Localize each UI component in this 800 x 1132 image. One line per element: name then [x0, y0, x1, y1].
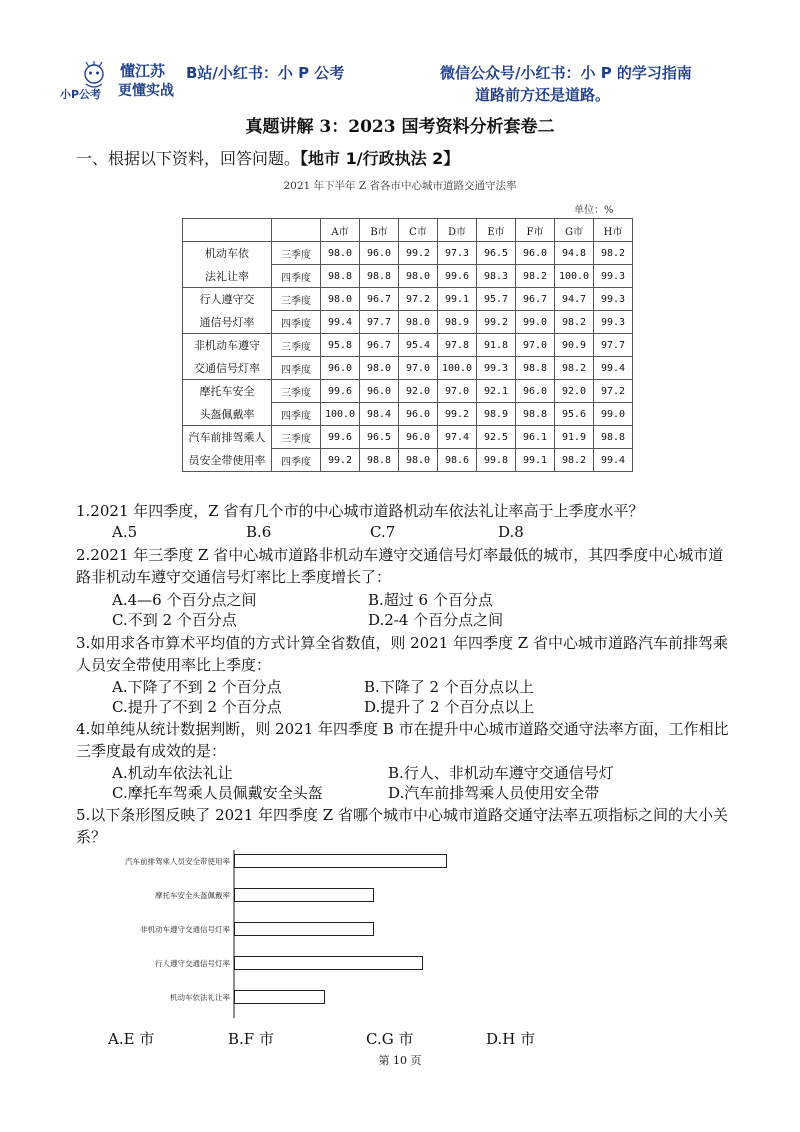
- table-cell: 99.0: [594, 403, 633, 426]
- table-cell: 99.6: [438, 265, 477, 288]
- table-header-city: H市: [594, 219, 633, 242]
- table-row: [183, 242, 633, 265]
- table-quarter: 三季度: [272, 426, 321, 449]
- table-cell: 97.7: [594, 334, 633, 357]
- bar-chart-category-label: 汽车前排驾乘人员安全带使用率: [125, 857, 230, 866]
- table-row: [183, 311, 633, 334]
- table-cell: 96.0: [516, 380, 555, 403]
- table-quarter: 四季度: [272, 449, 321, 472]
- table-header-city: C市: [399, 219, 438, 242]
- table-header-row: [183, 219, 633, 242]
- table-cell: 99.6: [321, 426, 360, 449]
- table-quarter: 四季度: [272, 311, 321, 334]
- table-cell: 99.1: [516, 449, 555, 472]
- table-header-city: G市: [555, 219, 594, 242]
- logo-line1: 懂江苏: [120, 62, 166, 80]
- table-cell: 98.2: [555, 357, 594, 380]
- table-header-blank: [272, 219, 321, 242]
- table-row: [183, 357, 633, 380]
- question-4-option[interactable]: B.行人、非机动车遵守交通信号灯: [388, 764, 614, 782]
- table-quarter: 四季度: [272, 403, 321, 426]
- table-cell: 94.7: [555, 288, 594, 311]
- table-row-label: 非机动车遵守: [183, 334, 272, 357]
- table-cell: 99.2: [399, 242, 438, 265]
- table-cell: 99.3: [594, 265, 633, 288]
- table-cell: 99.8: [477, 449, 516, 472]
- bar-chart-category-label: 摩托车安全头盔佩戴率: [155, 891, 230, 900]
- table-cell: 97.0: [438, 380, 477, 403]
- table-cell: 97.0: [516, 334, 555, 357]
- table-cell: 99.3: [594, 311, 633, 334]
- table-cell: 98.4: [360, 403, 399, 426]
- table-cell: 99.1: [438, 288, 477, 311]
- table-cell: 92.0: [399, 380, 438, 403]
- table-row-label: 行人遵守交: [183, 288, 272, 311]
- question-3-option[interactable]: B.下降了 2 个百分点以上: [364, 678, 534, 696]
- question-5-option[interactable]: A.E 市: [108, 1030, 155, 1048]
- table-quarter: 四季度: [272, 265, 321, 288]
- table-cell: 97.3: [438, 242, 477, 265]
- table-cell: 92.0: [555, 380, 594, 403]
- table-cell: 92.1: [477, 380, 516, 403]
- table-cell: 98.0: [399, 311, 438, 334]
- table-cell: 91.9: [555, 426, 594, 449]
- left-social-text: B站/小红书：小 P 公考: [186, 64, 345, 82]
- table-cell: 100.0: [555, 265, 594, 288]
- table-cell: 96.0: [399, 426, 438, 449]
- table-cell: 98.9: [477, 403, 516, 426]
- table-cell: 99.2: [321, 449, 360, 472]
- bar-chart-bar: [234, 922, 374, 936]
- table-cell: 92.5: [477, 426, 516, 449]
- table-row-label: 通信号灯率: [183, 311, 272, 334]
- table-header-city: B市: [360, 219, 399, 242]
- table-cell: 98.2: [516, 265, 555, 288]
- page-title: 真题讲解 3：2023 国考资料分析套卷二: [245, 117, 555, 137]
- table-cell: 96.5: [360, 426, 399, 449]
- table-cell: 97.2: [594, 380, 633, 403]
- table-header-city: D市: [438, 219, 477, 242]
- table-caption: 2021 年下半年 Z 省各市中心城市道路交通守法率: [283, 180, 517, 192]
- bar-chart-category-label: 非机动车遵守交通信号灯率: [140, 925, 230, 934]
- table-cell: 94.8: [555, 242, 594, 265]
- table-cell: 96.7: [360, 288, 399, 311]
- table-cell: 95.6: [555, 403, 594, 426]
- right-motto-text: 道路前方还是道路。: [475, 86, 611, 104]
- table-cell: 98.0: [360, 357, 399, 380]
- table-cell: 99.4: [594, 357, 633, 380]
- table-quarter: 三季度: [272, 242, 321, 265]
- question-5-option[interactable]: B.F 市: [228, 1030, 274, 1048]
- table-row: [183, 403, 633, 426]
- table-cell: 97.7: [360, 311, 399, 334]
- question-2-stem: 2.2021 年三季度 Z 省中心城市道路非机动车遵守交通信号灯率最低的城市，其四季度中心城市道路非机动车遵守交通信号灯率比上季度增长了：: [76, 546, 724, 586]
- table-cell: 99.3: [594, 288, 633, 311]
- right-social-text: 微信公众号/小红书：小 P 的学习指南: [440, 64, 692, 82]
- table-quarter: 三季度: [272, 334, 321, 357]
- question-1-option[interactable]: C.7: [370, 523, 396, 541]
- table-row: [183, 380, 633, 403]
- bar-chart-category-label: 机动车依法礼让率: [170, 993, 230, 1002]
- question-1-stem: 1.2021 年四季度，Z 省有几个市的中心城市道路机动车依法礼让率高于上季度水平？: [76, 502, 644, 520]
- question-1-option[interactable]: D.8: [498, 523, 524, 541]
- table-cell: 97.2: [399, 288, 438, 311]
- bar-chart-bar: [234, 888, 374, 902]
- section-intro-text: 一、根据以下资料，回答问题。: [76, 149, 301, 168]
- table-cell: 98.8: [594, 426, 633, 449]
- table-cell: 99.2: [477, 311, 516, 334]
- table-row-label: 交通信号灯率: [183, 357, 272, 380]
- table-cell: 95.8: [321, 334, 360, 357]
- table-quarter: 四季度: [272, 357, 321, 380]
- table-row: [183, 265, 633, 288]
- question-3-option[interactable]: D.提升了 2 个百分点以上: [364, 698, 535, 716]
- table-cell: 96.7: [516, 288, 555, 311]
- table-cell: 99.4: [594, 449, 633, 472]
- table-cell: 95.4: [399, 334, 438, 357]
- question-4-option[interactable]: A.机动车依法礼让: [112, 764, 233, 782]
- table-cell: 98.0: [321, 288, 360, 311]
- bar-chart-category-label: 行人遵守交通信号灯率: [155, 959, 230, 968]
- table-cell: 98.8: [516, 403, 555, 426]
- table-row: [183, 426, 633, 449]
- table-cell: 98.2: [555, 449, 594, 472]
- section-tag: 【地市 1/行政执法 2】: [300, 149, 460, 168]
- table-cell: 98.2: [594, 242, 633, 265]
- table-cell: 99.3: [477, 357, 516, 380]
- table-cell: 98.8: [360, 265, 399, 288]
- table-row-label: 员安全带使用率: [183, 449, 272, 472]
- table-cell: 90.9: [555, 334, 594, 357]
- question-2-option[interactable]: D.2-4 个百分点之间: [368, 611, 504, 629]
- question-1-option[interactable]: B.6: [246, 523, 272, 541]
- table-cell: 96.5: [477, 242, 516, 265]
- table-cell: 97.8: [438, 334, 477, 357]
- table-row-label: 摩托车安全: [183, 380, 272, 403]
- table-cell: 98.0: [399, 449, 438, 472]
- table-cell: 96.0: [399, 403, 438, 426]
- table-cell: 96.0: [360, 242, 399, 265]
- table-header-blank: [183, 219, 272, 242]
- table-header-city: F市: [516, 219, 555, 242]
- table-cell: 96.0: [321, 357, 360, 380]
- table-cell: 91.8: [477, 334, 516, 357]
- table-header-city: A市: [321, 219, 360, 242]
- table-row: [183, 334, 633, 357]
- question-4-option[interactable]: D.汽车前排驾乘人员使用安全带: [388, 784, 600, 802]
- table-cell: 96.1: [516, 426, 555, 449]
- question-2-option[interactable]: B.超过 6 个百分点: [368, 591, 493, 609]
- question-3-stem: 3.如用求各市算术平均值的方式计算全省数值，则 2021 年四季度 Z 省中心城市道路汽车前排驾乘人员安全带使用率比上季度：: [76, 634, 728, 674]
- table-cell: 98.6: [438, 449, 477, 472]
- table-cell: 96.0: [360, 380, 399, 403]
- table-cell: 98.8: [321, 265, 360, 288]
- bar-chart-bar: [234, 854, 447, 868]
- logo-line2: 更懂实战: [118, 83, 174, 99]
- bar-chart-bar: [234, 956, 423, 970]
- question-3-option[interactable]: C.提升了不到 2 个百分点: [112, 698, 282, 716]
- question-1-option[interactable]: A.5: [112, 523, 138, 541]
- logo-small-text: 小P公考: [60, 88, 102, 101]
- table-cell: 98.2: [555, 311, 594, 334]
- table-cell: 99.2: [438, 403, 477, 426]
- table-row: [183, 449, 633, 472]
- table-cell: 98.9: [438, 311, 477, 334]
- data-table: [182, 218, 633, 472]
- bar-chart: [100, 850, 500, 1020]
- table-unit: 单位：%: [574, 205, 614, 216]
- question-4-stem: 4.如单纯从统计数据判断，则 2021 年四季度 B 市在提升中心城市道路交通守法率方面，工作相比三季度最有成效的是：: [76, 720, 729, 760]
- question-2-option[interactable]: C.不到 2 个百分点: [112, 611, 237, 629]
- table-cell: 97.0: [399, 357, 438, 380]
- question-2-option[interactable]: A.4—6 个百分点之间: [112, 591, 257, 609]
- table-cell: 98.0: [399, 265, 438, 288]
- question-5-stem: 5.以下条形图反映了 2021 年四季度 Z 省哪个城市中心城市道路交通守法率五项指标之间的大小关系？: [76, 806, 728, 846]
- bar-chart-bar: [234, 990, 325, 1004]
- table-cell: 100.0: [438, 357, 477, 380]
- table-cell: 99.0: [516, 311, 555, 334]
- table-cell: 98.8: [360, 449, 399, 472]
- table-cell: 98.3: [477, 265, 516, 288]
- question-5-option[interactable]: D.H 市: [486, 1030, 536, 1048]
- table-cell: 96.0: [516, 242, 555, 265]
- page-number: 第 10 页: [378, 1054, 422, 1067]
- table-row-label: 法礼让率: [183, 265, 272, 288]
- table-cell: 99.4: [321, 311, 360, 334]
- table-cell: 99.6: [321, 380, 360, 403]
- question-4-option[interactable]: C.摩托车驾乘人员佩戴安全头盔: [112, 784, 323, 802]
- table-row-label: 头盔佩戴率: [183, 403, 272, 426]
- table-quarter: 三季度: [272, 380, 321, 403]
- table-cell: 97.4: [438, 426, 477, 449]
- question-5-option[interactable]: C.G 市: [366, 1030, 414, 1048]
- section-intro: [76, 146, 459, 169]
- table-header-city: E市: [477, 219, 516, 242]
- table-cell: 95.7: [477, 288, 516, 311]
- table-row-label: 机动车依: [183, 242, 272, 265]
- table-cell: 100.0: [321, 403, 360, 426]
- table-quarter: 三季度: [272, 288, 321, 311]
- table-cell: 98.0: [321, 242, 360, 265]
- table-row-label: 汽车前排驾乘人: [183, 426, 272, 449]
- question-3-option[interactable]: A.下降了不到 2 个百分点: [112, 678, 282, 696]
- table-row: [183, 288, 633, 311]
- table-cell: 98.8: [516, 357, 555, 380]
- table-cell: 96.7: [360, 334, 399, 357]
